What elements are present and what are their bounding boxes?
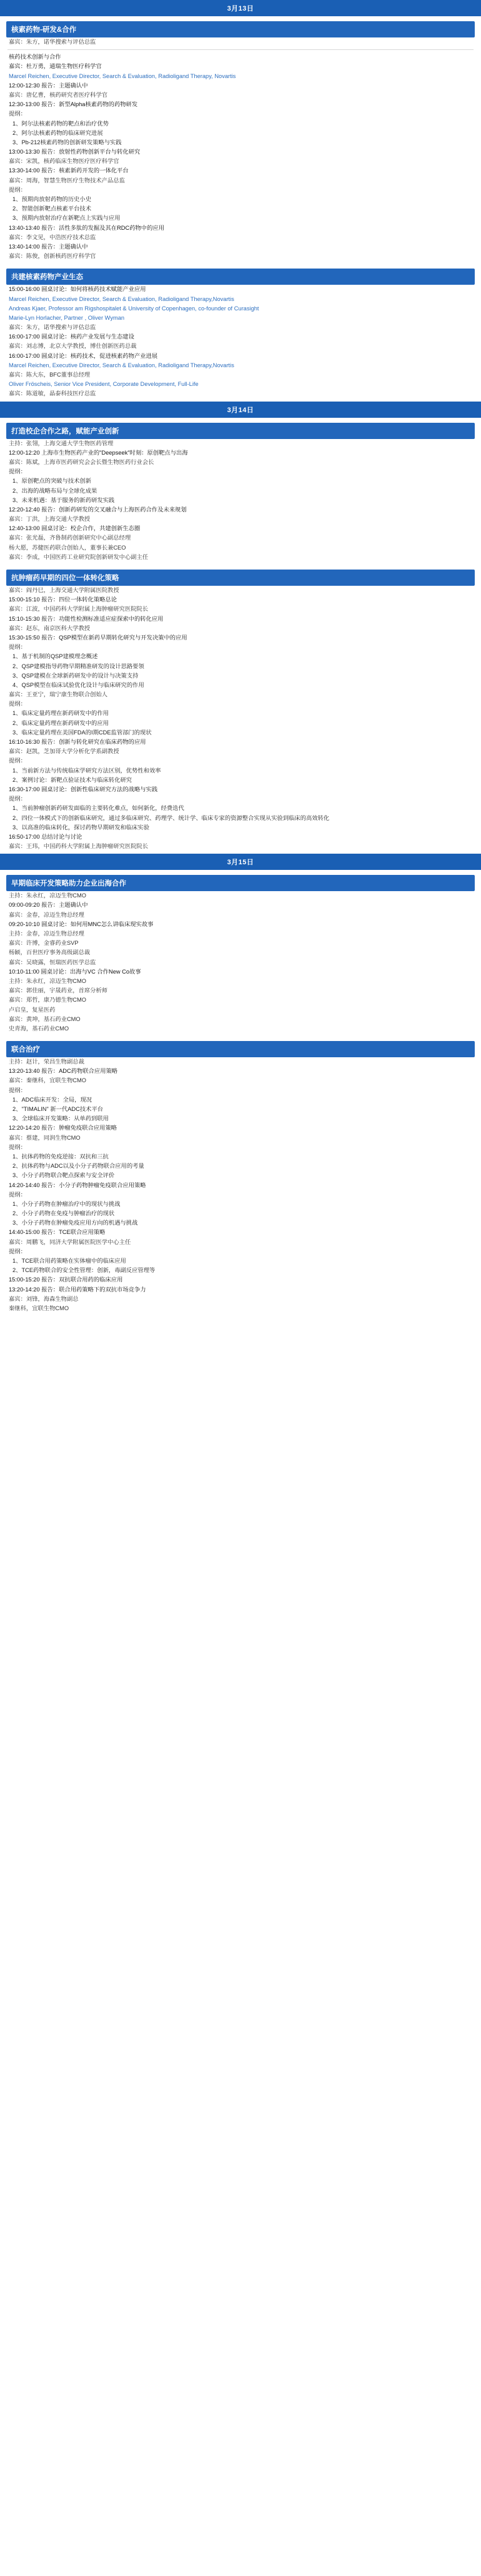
spacer — [6, 261, 475, 264]
agenda-item: 13:20-14:20 报告：联合用药策略下的双抗市场竞争力 — [9, 1286, 146, 1293]
speaker-line: 嘉宾：朱方，诺华搜索与评估总监 — [9, 324, 96, 331]
agenda-item: 15:00-15:20 报告：双抗联合用药的临床应用 — [9, 1276, 123, 1283]
agenda-text: 提纲： — [9, 186, 26, 193]
speaker-line: 嘉宾：陈俊，创新核药医疗科学官 — [9, 253, 96, 260]
outline-bullet: 2、案例讨论：新靶点验证技术与临床转化研究 — [12, 776, 132, 783]
agenda-item: 13:40-13:40 报告：活性多肽的发掘及其在RDC药物中的应用 — [9, 224, 164, 231]
agenda-text: 提纲： — [9, 1087, 26, 1093]
agenda-item: 12:30-13:00 报告：新型Alpha核素药物的药物研发 — [9, 101, 138, 108]
speaker-line: 杨大愿，苏健医药联合创始人，董事长兼CEO — [9, 544, 126, 551]
speaker-name: Marcel Reichen, Executive Director, Search & Evaluation, Radioligand Therapy, Novartis — [9, 72, 236, 79]
outline-bullet: 1、阿尔法核素药物的靶点和治疗优势 — [12, 120, 109, 127]
spacer — [6, 1313, 475, 1316]
speaker-line: 主持：张翎，上海交通大学生物医药管理 — [9, 440, 114, 447]
subsection-title: 核药技术创新与合作 — [9, 54, 61, 61]
spacer — [6, 562, 475, 565]
speaker-line: 杨颖，百世医疗事务高级副总裁 — [9, 949, 91, 956]
speaker-line: 秦继科，宜联生物CMO — [9, 1305, 69, 1311]
agenda-item: 15:10-15:30 报告：功能性检测标准适应症探索中的转化应用 — [9, 615, 164, 622]
speaker-line: 嘉宾：陈斌，上海市医药研究会会长暨生物医药行业会长 — [9, 458, 154, 465]
agenda-text: 提纲： — [9, 701, 26, 708]
agenda-text: 提纲： — [9, 1191, 26, 1198]
divider — [7, 49, 474, 50]
outline-bullet: 3、小分子药物联合靶点探索与安全评价 — [12, 1172, 115, 1179]
outline-bullet: 1、ADC临床开发：全局，现况 — [12, 1096, 92, 1103]
agenda-item: 13:40-14:00 报告：主题确认中 — [9, 243, 88, 250]
agenda-item: 16:10-16:30 报告：创新与转化研究在临床药物的应用 — [9, 739, 146, 745]
speaker-name: Marcel Reichen, Executive Director, Search & Evaluation, Radioligand Therapy,Novartis — [9, 362, 234, 368]
speaker-line: 嘉宾：郑哲，康乃德生物CMO — [9, 997, 86, 1004]
speaker-line: 嘉宾：陈道敏，晶泰科技医疗总监 — [9, 390, 96, 397]
agenda-item: 09:00-09:20 报告：主题确认中 — [9, 902, 88, 909]
speaker-line: 史青海，基石药业CMO — [9, 1025, 69, 1032]
agenda-item: 15:30-15:50 报告：QSP模型在新药早期转化研究与开发决策中的应用 — [9, 634, 187, 641]
outline-bullet: 3、未来机遇：基于服务的新药研发实践 — [12, 496, 115, 503]
agenda-item: 12:20-12:40 报告：创新药研发的交叉融合与上海医药合作及未来规划 — [9, 506, 187, 513]
speaker-line: 嘉宾：秦继科，宜联生物CMO — [9, 1077, 86, 1084]
speaker-line: 嘉宾：赵东，南京医科大学教授 — [9, 624, 91, 631]
agenda-item: 嘉宾：杜万勇，通瑞生物医疗科学官 — [9, 63, 102, 70]
speaker-line: 嘉宾：蔡建，同润生物CMO — [9, 1134, 81, 1141]
outline-bullet: 2、"TIMALIN" 新一代ADC技术平台 — [12, 1106, 104, 1112]
speaker-line: 主持：金春，凉迈生物总经理 — [9, 930, 84, 937]
outline-bullet: 2、TCE药物联合的安全性管理：创新，毒副反应管理等 — [12, 1267, 156, 1274]
day-header-1: 3月13日 — [0, 0, 481, 16]
outline-bullet: 1、临床定量药理在新药研发中的作用 — [12, 710, 109, 717]
agenda-item: 10:10-11:00 圆桌讨论：出海与VC 合作New Co故事 — [9, 968, 141, 975]
agenda-text: 提纲： — [9, 111, 26, 117]
speaker-line: 嘉宾：张光磊，齐鲁制药创新研究中心副总经理 — [9, 535, 131, 541]
speaker-line: 嘉宾：黄坤，基石药业CMO — [9, 1015, 81, 1022]
agenda-item: 14:20-14:40 报告：小分子药物肿瘤免疫联合应用策略 — [9, 1182, 146, 1188]
speaker-name: Andreas Kjaer, Professor am Rigshospitalet & University of Copenhagen, co-founder of Curasight — [9, 305, 259, 312]
outline-bullet: 4、QSP模型在临床试验优化设计与临床研究的作用 — [12, 681, 144, 688]
outline-bullet: 1、预期肉放射药物的历史小史 — [12, 196, 92, 202]
section-title-1-2: 共建核素药物产业生态 — [6, 269, 475, 285]
speaker-line: 嘉宾：王亚宁，瑞宁康生物联合创始人 — [9, 691, 108, 698]
agenda-item: 13:00-13:30 报告：放射性药物创新平台与转化研究 — [9, 149, 141, 155]
outline-bullet: 1、当前肿瘤创新药研发面临的主要转化难点，如何新化，经费迭代 — [12, 805, 184, 812]
agenda-text: 提纲： — [9, 1248, 26, 1255]
speaker-name: Marcel Reichen, Executive Director, Search & Evaluation, Radioligand Therapy,Novartis — [9, 295, 234, 302]
agenda-text: 提纲： — [9, 1143, 26, 1150]
speaker-line: 嘉宾：赵凯，芝加哥大学分析化学系副教授 — [9, 748, 119, 755]
agenda-item: 16:00-17:00 圆桌讨论：核药技术，促进核素药物产业进展 — [9, 352, 158, 359]
outline-bullet: 1、基于机制的QSP建模理念概述 — [12, 653, 98, 660]
agenda-item: 09:20-10:10 圆桌讨论：如何用MNC怎么讲临床现实故事 — [9, 920, 154, 927]
outline-bullet: 1、小分子药物在肿瘤治疗中的现状与挑战 — [12, 1200, 121, 1207]
day-sections-2 — [0, 423, 481, 854]
speaker-line: 嘉宾：郭佳丽，宇晟药业，首席分析师 — [9, 987, 108, 994]
outline-bullet: 3、临床定量药理在美国FDA的I期CDE监管部门的现状 — [12, 729, 152, 736]
speaker-line: 嘉宾：陈大东，BFC董事总经理 — [9, 372, 91, 378]
spacer — [6, 1034, 475, 1036]
outline-bullet: 2、抗体药物与ADC以及小分子药物联合应用的考量 — [12, 1163, 144, 1170]
agenda-item: 13:20-13:40 报告：ADC药物联合应用策略 — [9, 1068, 118, 1075]
speaker-name: Oliver Fröscheis, Senior Vice President, Corporate Development, Full-Life — [9, 381, 199, 388]
agenda-item: 12:20-14:20 报告：肿瘤免疫联合应用策略 — [9, 1125, 117, 1132]
speaker-line: 嘉宾：李成，中国医药工业研究院创新研发中心副主任 — [9, 553, 149, 560]
outline-bullet: 3、Pb-212核素药物的创新研发策略与实践 — [12, 139, 122, 146]
speaker-line: 嘉宾：刘锋，海森生物副总 — [9, 1295, 79, 1302]
outline-bullet: 3、QSP建模在全球新药研发中的设计与决策支持 — [12, 672, 139, 679]
section-title-1-1: 核素药物-研发&合作 — [6, 21, 475, 37]
speaker-line: 嘉宾：朱方，诺华搜索与评估总监 — [9, 39, 96, 45]
outline-bullet: 1、原创靶点的突破与技术创新 — [12, 478, 92, 485]
outline-bullet: 3、小分子药物在肿瘤免疫应用方向的机遇与挑战 — [12, 1220, 138, 1226]
agenda-item: 12:40-13:00 圆桌讨论：校企合作，共建创新生态圈 — [9, 525, 141, 532]
outline-bullet: 1、抗体药物的免疫逆接：双抗和三抗 — [12, 1153, 109, 1160]
day-sections-3 — [0, 875, 481, 1316]
speaker-line: 嘉宾：江波，中国药科大学附属上海肿瘤研究医院院长 — [9, 606, 149, 613]
outline-bullet: 1、TCE联合用药策略在实体瘤中的临床应用 — [12, 1258, 126, 1264]
agenda-item: 13:30-14:00 报告：核素新药开发的一体化平台 — [9, 167, 129, 174]
agenda-text: 提纲： — [9, 796, 26, 802]
day-header-3: 3月15日 — [0, 854, 481, 870]
outline-bullet: 3、全球临床开发策略：从单药到联用 — [12, 1115, 109, 1122]
day-header-2: 3月14日 — [0, 402, 481, 418]
speaker-name: Marie-Lyn Horlacher, Partner , Oliver Wyman — [9, 314, 125, 321]
agenda-item: 12:00-12:30 报告：主题确认中 — [9, 82, 88, 89]
agenda-item: 16:00-17:00 圆桌讨论：核药产业发展与生态建设 — [9, 333, 134, 340]
agenda-item: 14:40-15:00 报告：TCE联合应用策略 — [9, 1229, 106, 1236]
section-title-2-2: 抗肿瘤药早期的四位一体转化策略 — [6, 570, 475, 586]
speaker-line: 嘉宾：许博，金睿药业SVP — [9, 940, 79, 947]
speaker-line: 嘉宾：阎丹巳，上海交通大学附属医院教授 — [9, 587, 119, 593]
outline-bullet: 2、出海的战略布局与全球化成果 — [12, 487, 97, 494]
speaker-line: 嘉宾：李文见，中浩医疗技术总监 — [9, 234, 96, 240]
speaker-line: 嘉宾：宋凯，核药临床生物医疗医疗科学官 — [9, 158, 119, 165]
speaker-line: 主持：朱永红，凉迈生物CMO — [9, 977, 86, 984]
agenda-item: 16:50-17:00 总结讨论与讨论 — [9, 833, 82, 840]
agenda-text: 提纲： — [9, 644, 26, 651]
agenda-item: 12:00-12:20 上海市生物医药产业的"Deepseek"时刻：原创靶点与出海 — [9, 449, 188, 456]
speaker-line: 主持：朱永红，凉迈生物CMO — [9, 892, 86, 899]
outline-bullet: 2、临床定量药理在新药研发中的应用 — [12, 719, 109, 726]
outline-bullet: 2、阿尔法核素药物的临床研究进展 — [12, 129, 103, 136]
speaker-line: 嘉宾：丁洪，上海交通大学教授 — [9, 516, 91, 523]
agenda-text: 提纲： — [9, 758, 26, 764]
speaker-line: 嘉宾：周鹏飞，同济大学附属医院医学中心主任 — [9, 1238, 131, 1245]
agenda-text: 提纲： — [9, 468, 26, 475]
speaker-line: 嘉宾：唐亿曹，核药研究者医疗科学官 — [9, 91, 108, 98]
section-title-2-1: 打造校企合作之路，赋能产业创新 — [6, 423, 475, 439]
speaker-line: 嘉宾：周海，智慧生物医疗生物技术产品总监 — [9, 177, 125, 184]
day-sections-1 — [0, 21, 481, 402]
outline-bullet: 3、预期内放射治疗在新靶点上实践与应用 — [12, 215, 121, 222]
outline-bullet: 3、以高准的临床转化，探讨药物早期研发和临床实验 — [12, 824, 149, 831]
outline-bullet: 2、四位一体模式下的创新临床研究，通过多临床研究、药理学、统计学、临床专家的资源整合实现从实验到临床的高效转化 — [12, 814, 330, 821]
section-title-3-1: 早期临床开发策略助力企业出海合作 — [6, 875, 475, 891]
outline-bullet: 2、智能创新靶点核素平台技术 — [12, 205, 92, 212]
agenda-item: 15:00-15:10 报告：四位一体转化策略总论 — [9, 596, 117, 603]
outline-bullet: 2、小分子药物在免疫与肿瘤治疗的现状 — [12, 1210, 115, 1217]
section-title-3-2: 联合治疗 — [6, 1041, 475, 1057]
speaker-line: 嘉宾：王玮，中国药科大学附属上海肿瘤研究医院院长 — [9, 843, 149, 850]
speaker-line: 卢启皇，复星医药 — [9, 1006, 56, 1013]
outline-bullet: 2、QSP建模指导药物早期精准研发的设计思路要领 — [12, 663, 144, 669]
speaker-line: 嘉宾：吴晓露，恒瑞医药医学总监 — [9, 959, 96, 965]
agenda-item: 16:30-17:00 圆桌讨论：创新性临床研究方法的战略与实践 — [9, 786, 158, 792]
speaker-line: 主持：赵计，荣昌生物副总裁 — [9, 1059, 84, 1065]
speaker-line: 嘉宾：刘志博，北京大学教授，博仕创新医药总裁 — [9, 343, 137, 350]
outline-bullet: 1、当前新方法与传统临床学研究方法区别，优势性和效率 — [12, 767, 161, 774]
agenda-item: 15:00-16:00 圆桌讨论：如何将核药技术赋能产业应用 — [9, 286, 146, 293]
speaker-line: 嘉宾：金春，凉迈生物总经理 — [9, 911, 84, 918]
